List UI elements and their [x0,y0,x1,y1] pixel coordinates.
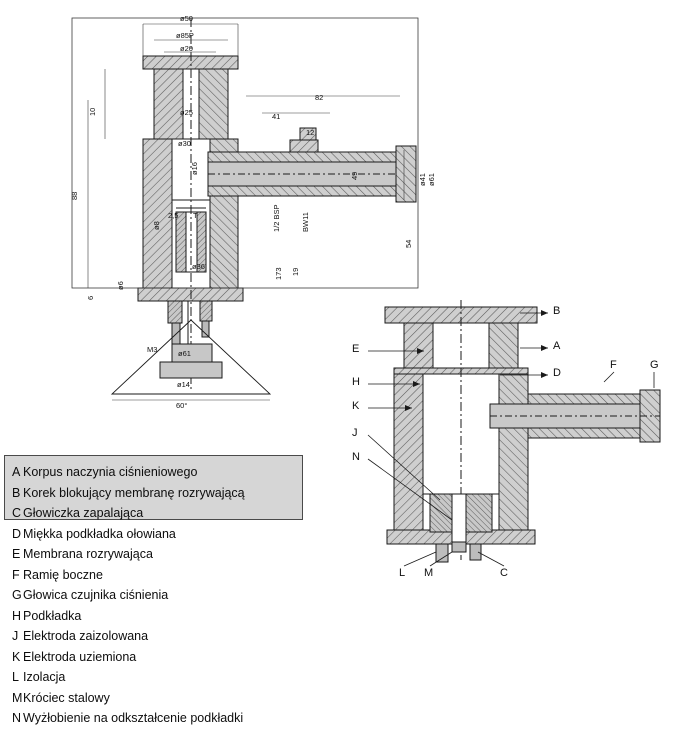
dim-49: 49 [350,171,359,180]
legend-item [12,667,342,688]
legend-list [12,462,342,729]
dim-diameter-36: ø36 [192,262,205,271]
dim-10: 10 [88,107,97,116]
dim-173: 173 [274,267,283,280]
legend-item [12,544,342,565]
callout-m: M [424,567,434,579]
callout-d: D [553,367,561,379]
legend-item [12,688,342,709]
callout-n: N [352,451,360,463]
legend-key: D [12,526,22,541]
legend-key: B [12,485,21,500]
legend-item [12,585,342,606]
legend-key: H [12,608,22,623]
callout-g: G [650,359,659,371]
dim-diameter-61-arm: ø61 [427,173,436,186]
legend-label: Korpus naczynia ciśnieniowego [23,465,198,479]
dim-82: 82 [315,93,324,102]
dim-diameter-41: ø41 [418,173,427,186]
dim-t: T [193,211,198,220]
legend-item [12,708,342,729]
callout-e: E [352,343,360,355]
legend-item [12,565,342,586]
legend-label: Membrana rozrywająca [23,547,153,561]
right-sectional-view [368,300,660,566]
legend-item [12,606,342,627]
dim-12: 12 [306,128,315,137]
legend-item [12,483,342,504]
legend-label: Korek blokujący membranę rozrywającą [23,485,245,500]
legend-key: F [12,567,20,582]
legend-key: K [12,649,21,664]
dim-diameter-14: ø14 [177,380,190,389]
dim-diameter-25: ø25 [180,108,193,117]
callout-j: J [352,427,358,439]
dim-diameter-16: ø16 [190,162,199,175]
legend-item [12,503,342,524]
legend-label: Wyżłobienie na odkształcenie podkładki [23,711,244,725]
dim-half-bsp: 1/2 BSP [272,204,281,232]
legend-label: Podkładka [23,608,82,623]
dim-6: ø6 [116,281,125,290]
legend-key: M [12,690,23,705]
legend-label: Izolacja [23,670,66,684]
legend-item [12,626,342,647]
callout-k: K [352,400,360,412]
dim-diameter-50: ø50 [180,14,193,23]
legend-key: A [12,465,21,479]
legend-label: Miękka podkładka ołowiana [23,526,176,541]
legend-item [12,524,342,545]
legend-item [12,647,342,668]
dim-diameter-30: ø30 [178,139,191,148]
dim-bw11: BW11 [301,212,310,232]
legend-item [12,462,342,483]
callout-f: F [610,359,617,371]
dim-2-5: 2,5 [168,211,179,220]
callout-h: H [352,376,360,388]
legend-key: J [12,629,19,643]
callout-b: B [553,305,561,317]
dim-diameter-61: ø61 [178,349,191,358]
left-sectional-view [72,18,418,400]
legend-label: Króciec stalowy [23,690,110,705]
callout-a: A [553,340,561,352]
callout-c: C [500,567,508,579]
legend-key: N [12,711,22,725]
dim-41: 41 [272,112,281,121]
legend-label: Ramię boczne [23,567,103,582]
legend-key: E [12,547,21,561]
dim-m3: M3 [147,345,158,354]
callout-l: L [399,567,406,579]
dim-88: 88 [70,191,79,200]
legend-label: Głowica czujnika ciśnienia [23,588,169,602]
legend-key: L [12,670,19,684]
legend-key: G [12,588,22,602]
dim-54: 54 [404,239,413,248]
legend-key: C [12,506,22,520]
dim-6-left: 6 [86,295,95,300]
legend-label: Głowiczka zapalająca [23,506,144,520]
legend-label: Elektroda zaizolowana [23,629,149,643]
dim-diameter-8: ø8 [152,221,161,230]
dim-diameter-85p: ø85P [176,31,194,40]
dim-angle-60: 60° [176,401,188,410]
legend-label: Elektroda uziemiona [23,649,137,664]
legend [12,462,342,729]
dim-19: 19 [291,267,300,276]
dim-diameter-20: ø20 [180,44,193,53]
